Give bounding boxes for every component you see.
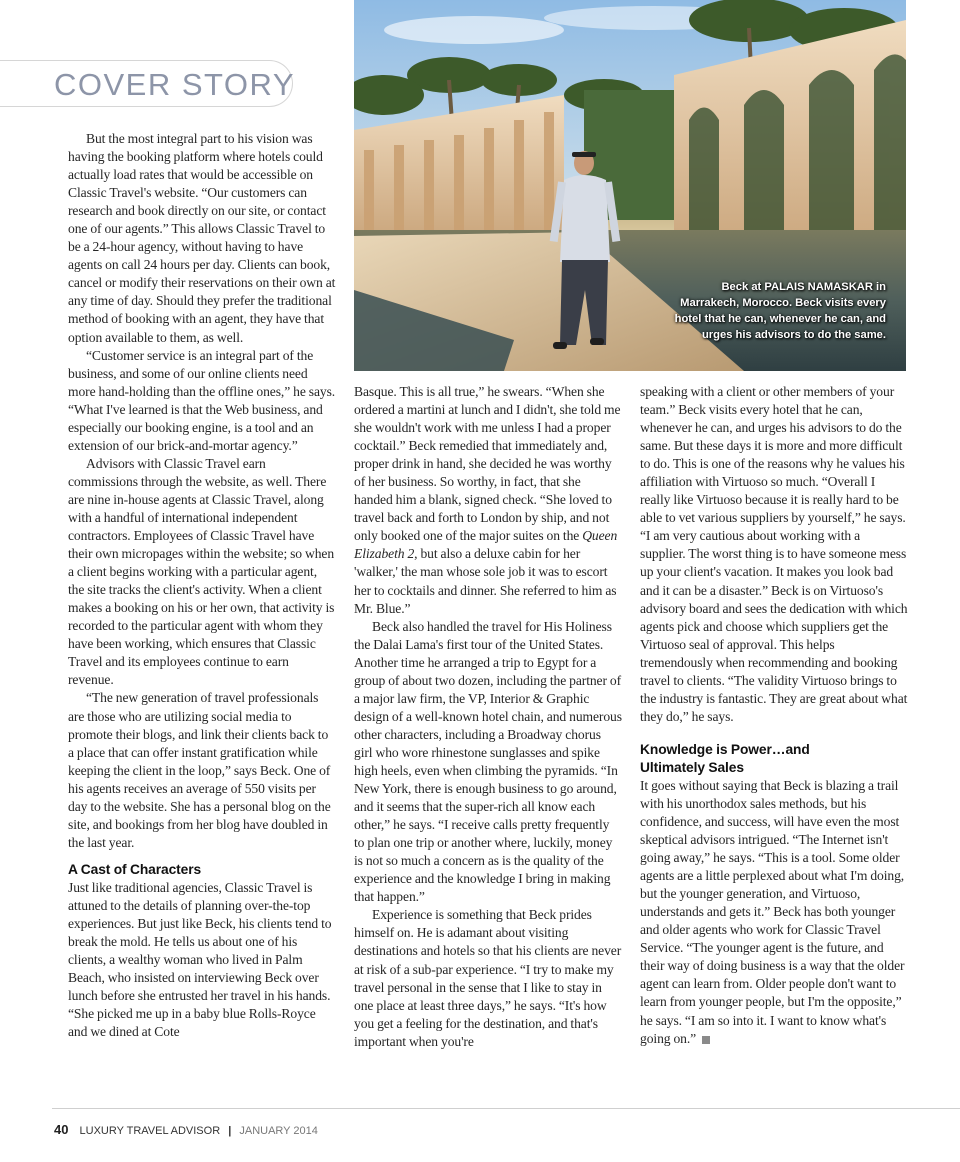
col2-paragraph-1-part-b: , but also a deluxe cabin for her 'walker,' the man whose sole job it was to escort her to cocktails and dinner. She referred to him as Mr. Blue.” [354,546,617,616]
col2-paragraph-1-part-a: Basque. This is all true,” he swears. “When she ordered a martini at lunch and I didn't, she told me she wouldn't work with me unless I had a proper cocktail.” Beck remedied that immediately and, proper drink in hand, she decided he was worthy of her business. So worthy, in fact, that she handed him a blank, signed check. “She loved to travel back and forth to London by ship, and not only booked one of the major suites on the [354,384,621,544]
col2-paragraph-3: Experience is something that Beck prides himself on. He is adamant about visiting destinations and hotels so that his clients are never at risk of a sub-par experience. “I try to make my travel personal in the sense that I like to stay in one place at least three days,” he says. “It's how you get a feeling for the destination, and that's important when you're [354,907,622,1049]
column-1 [68,130,336,1041]
issue-date: JANUARY 2014 [239,1125,318,1137]
footer-separator: | [228,1125,232,1137]
footer-divider [52,1108,960,1109]
end-of-story-mark [702,1036,710,1044]
subheading-line-1: Knowledge is Power…and [640,741,810,757]
column-3 [640,383,908,1048]
cover-photo [354,0,906,371]
photo-caption: Beck at PALAIS NAMASKAR in Marrakech, Morocco. Beck visits every hotel that he can, whenever he can, and urges his advisors to do the same. [674,281,886,341]
col1-paragraph-5: Just like traditional agencies, Classic Travel is attuned to the details of planning over-the-top experiences. But just like Beck, his clients tend to break the mold. He tells us about one of his clients, a wealthy woman who lived in Palm Beach, who insisted on interviewing Beck over lunch before she entrusted her travel in his hands. “She picked me up in a baby blue Rolls-Royce and we dined at Cote [68,879,332,1040]
col1-paragraph-3: Advisors with Classic Travel earn commissions through the website, as well. There are nine in-house agents at Classic Travel, along with a handful of international independent contractors. Employees of Classic Travel have their own micropages within the website; so when a client begins working with a particular agent, the site tracks the client's activity. When a client makes a booking on his or her own, that activity is recorded to the particular agent with whom they have been working, which ensures that Classic Travel and its employees continue to earn revenue. [68,455,335,688]
col1-paragraph-1: But the most integral part to his vision was having the booking platform where hotels could actually load rates that would be accessible on Classic Travel's website. “Our customers can research and book directly on our site, or contact one of our agents.” This allows Classic Travel to be a 24-hour agency, without having to have agents on call 24 hours per day. Clients can book, cancel or modify their reservations on their own at any time of day. Should they prefer the traditional method of booking with an agent, they have that option available to them, as well. [68,131,336,345]
section-label: COVER STORY [54,67,296,102]
col3-paragraph-2-text: It goes without saying that Beck is blazing a trail with his unorthodox sales methods, but his confidence, and success, will have even the most skeptical advisors intrigued. “The Internet isn't going away,” he says. “This is a tool. Some older agents are a little perplexed about what I'm doing, but the younger generation, and Virtuoso, understands and gets it.” Beck has both younger and older agents who work for Classic Travel Service. “The younger agent is the future, and their way of doing business is a way that the older agent can learn from. Older people don't want to learn from younger people, but I'm the opposite,” he says. “I am so into it. I want to know what's going on.” [640,777,905,1046]
subheading-knowledge-is-power [640,741,908,777]
page-number: 40 [54,1122,69,1137]
col3-paragraph-1: speaking with a client or other members of your team.” Beck visits every hotel that he can, whenever he can, and urges his advisors to do the same. But these days it is more and more difficult to do. This is one of the reasons why he values his affiliation with Virtuoso so much. “Overall I really like Virtuoso because it is really hard to be able to vet various suppliers by yourself,” he says. “I am very cautious about working with a supplier. The worst thing is to have someone mess up your client's vacation. It makes you look bad and it can be a disaster.” Beck is on Virtuoso's advisory board and sees the dedication with which agents pick and choose which suppliers get the Virtuoso seal of approval. This helps tremendously when recommending and booking travel to clients. “The validity Virtuoso brings to the industry is fantastic. They are great about what they do,” he says. [640,384,908,724]
subheading-line-2: Ultimately Sales [640,759,744,775]
col2-paragraph-2: Beck also handled the travel for His Holiness the Dalai Lama's first tour of the United States. Another time he arranged a trip to Egypt for a group of about two dozen, including the partner of a major law firm, the VP, Interior & Graphic design of a well-known hotel chain, and numerous other characters, including a Broadway chorus girl who wore rhinestone sunglasses and spike high heels, even when climbing the pyramids. “In New York, there is enough business to go around, and it seems that the super-rich all know each other,” he says. “I receive calls pretty frequently to plan one trip or another where, luckily, money is not so much a concern as is the quality of the experience and the knowledge I bring in making that happen.” [354,618,622,905]
col2-paragraph-1 [354,383,622,618]
ship-name: Queen Elizabeth 2 [354,528,618,562]
page-footer [54,1122,318,1137]
col3-paragraph-2 [640,777,908,1048]
column-2 [354,383,622,1051]
col1-paragraph-4: “The new generation of travel professionals are those who are utilizing social media to promote their blogs, and link their clients back to a place that can offer instant gratification while keeping the client in the loop,” says Beck. One of his agents receives an average of 550 visits per day to the website. She has a personal blog on the site, and bookings from her blog have doubled in the last year. [68,690,331,850]
subheading-cast-of-characters: A Cast of Characters [68,861,202,877]
section-tab [0,60,296,107]
col1-paragraph-2: “Customer service is an integral part of the business, and some of our online clients need more hand-holding than the offline ones,” he says. “What I've learned is that the Web business, and especially our booking engine, is a tool and an extension of our brick-and-mortar agency.” [68,347,336,453]
publication-name: LUXURY TRAVEL ADVISOR [79,1125,221,1137]
